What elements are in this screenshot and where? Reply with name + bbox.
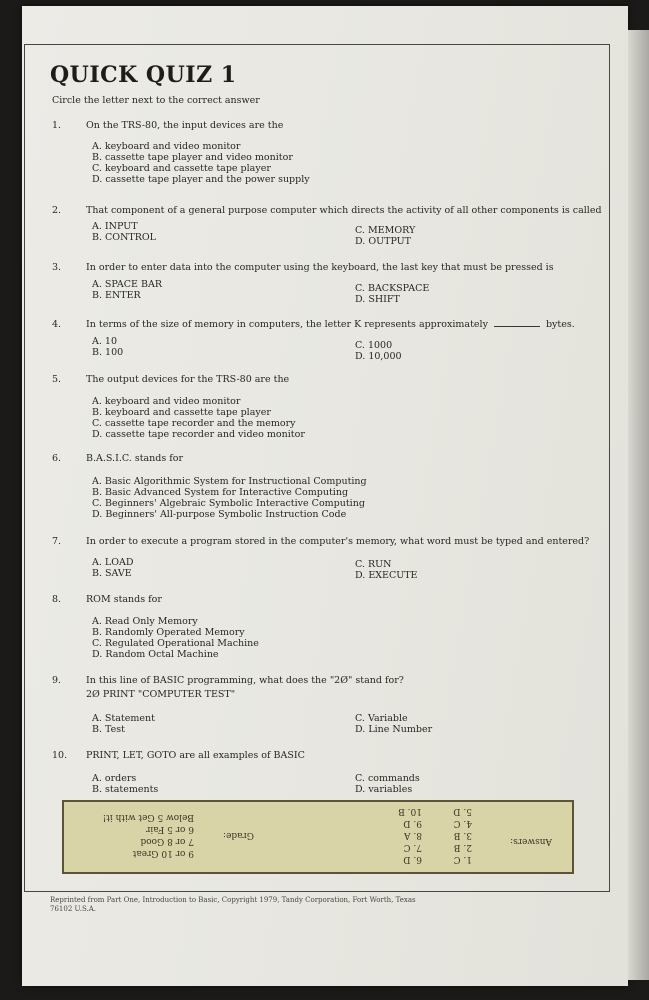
answer-item: 5. D <box>453 806 472 816</box>
option-3a[interactable]: A. SPACE BAR <box>92 279 163 290</box>
option-7d[interactable]: D. EXECUTE <box>355 570 418 581</box>
option-8d[interactable]: D. Random Octal Machine <box>92 649 219 660</box>
option-10a[interactable]: A. orders <box>92 773 137 784</box>
answer-item: 7. C <box>403 842 422 852</box>
option-3d[interactable]: D. SHIFT <box>355 294 400 305</box>
answer-key-inverted <box>64 802 572 872</box>
option-2d[interactable]: D. OUTPUT <box>355 236 412 247</box>
question-number: 9. <box>52 675 62 686</box>
question-number: 8. <box>52 594 62 605</box>
question-text: In terms of the size of memory in computers, the letter K represents approximately <box>86 319 488 330</box>
option-1b[interactable]: B. cassette tape player and video monitor <box>92 152 293 163</box>
question-text: In this line of BASIC programming, what does the "2Ø" stand for? <box>86 675 404 686</box>
question-text: ROM stands for <box>86 594 162 605</box>
option-1c[interactable]: C. keyboard and cassette tape player <box>92 163 271 174</box>
question-text: B.A.S.I.C. stands for <box>86 453 184 464</box>
answer-blank <box>494 326 540 327</box>
answer-item: 10. B <box>398 806 422 816</box>
answer-key-box <box>62 800 574 874</box>
option-10b[interactable]: B. statements <box>92 784 159 795</box>
question-6 <box>52 453 183 464</box>
option-3c[interactable]: C. BACKSPACE <box>355 283 430 294</box>
option-6a[interactable]: A. Basic Algorithmic System for Instructional Computing <box>92 476 367 487</box>
question-number: 6. <box>52 453 62 464</box>
option-9d[interactable]: D. Line Number <box>355 724 433 735</box>
option-9c[interactable]: C. Variable <box>355 713 408 724</box>
option-10d[interactable]: D. variables <box>355 784 413 795</box>
option-9a[interactable]: A. Statement <box>92 713 155 724</box>
option-8a[interactable]: A. Read Only Memory <box>92 616 198 627</box>
option-9b[interactable]: B. Test <box>92 724 125 735</box>
quiz-title: QUICK QUIZ 1 <box>50 62 237 88</box>
option-4c[interactable]: C. 1000 <box>355 340 393 351</box>
question-text: That component of a general purpose computer which directs the activity of all other components is called <box>86 205 602 216</box>
question-text: On the TRS-80, the input devices are the <box>86 120 284 131</box>
option-6d[interactable]: D. Beginners' All-purpose Symbolic Instruction Code <box>92 509 347 520</box>
answer-item: 3. B <box>453 830 472 840</box>
question-1 <box>52 120 283 131</box>
grade-item: 7 or 8 Good <box>140 836 194 846</box>
next-page-edge <box>628 30 649 980</box>
question-10 <box>52 750 305 761</box>
question-number: 3. <box>52 262 62 273</box>
question-number: 10. <box>52 750 68 761</box>
option-4a[interactable]: A. 10 <box>92 336 117 347</box>
answer-item: 6. D <box>403 854 422 864</box>
option-7b[interactable]: B. SAVE <box>92 568 132 579</box>
option-8b[interactable]: B. Randomly Operated Memory <box>92 627 245 638</box>
question-2 <box>52 205 602 216</box>
question-text: In order to enter data into the computer using the keyboard, the last key that must be pressed is <box>86 262 554 273</box>
option-8c[interactable]: C. Regulated Operational Machine <box>92 638 259 649</box>
question-text-after: bytes. <box>545 319 575 330</box>
question-text: In order to execute a program stored in the computer's memory, what word must be typed and entered? <box>86 536 590 547</box>
answer-item: 9. D <box>403 818 422 828</box>
answer-item: 2. B <box>453 842 472 852</box>
question-5 <box>52 374 289 385</box>
option-2b[interactable]: B. CONTROL <box>92 232 156 243</box>
answer-item: 1. C <box>453 854 472 864</box>
option-2c[interactable]: C. MEMORY <box>355 225 416 236</box>
answer-item: 4. C <box>453 818 472 828</box>
answers-label: Answers: <box>510 836 552 846</box>
question-number: 2. <box>52 205 62 216</box>
option-1d[interactable]: D. cassette tape player and the power supply <box>92 174 310 185</box>
question-7 <box>52 536 589 547</box>
question-number: 1. <box>52 120 62 131</box>
question-8 <box>52 594 162 605</box>
option-6b[interactable]: B. Basic Advanced System for Interactive Computing <box>92 487 349 498</box>
question-9 <box>52 675 404 686</box>
question-3 <box>52 262 554 273</box>
option-5c[interactable]: C. cassette tape recorder and the memory <box>92 418 296 429</box>
option-5b[interactable]: B. keyboard and cassette tape player <box>92 407 271 418</box>
option-7a[interactable]: A. LOAD <box>92 557 134 568</box>
copyright-footer: Reprinted from Part One, Introduction to Basic, Copyright 1979, Tandy Corporation, Fort Worth, Texas 76102 U.S.A. <box>50 896 416 913</box>
grade-label: Grade: <box>223 830 254 840</box>
option-4d[interactable]: D. 10,000 <box>355 351 402 362</box>
option-6c[interactable]: C. Beginners' Algebraic Symbolic Interactive Computing <box>92 498 365 509</box>
question-text: PRINT, LET, GOTO are all examples of BASIC <box>86 750 305 761</box>
basic-code-line: 2Ø PRINT "COMPUTER TEST" <box>86 689 236 700</box>
quiz-instructions: Circle the letter next to the correct answer <box>52 95 260 106</box>
option-4b[interactable]: B. 100 <box>92 347 124 358</box>
question-number: 4. <box>52 319 62 330</box>
option-1a[interactable]: A. keyboard and video monitor <box>92 141 241 152</box>
question-number: 5. <box>52 374 62 385</box>
option-5d[interactable]: D. cassette tape recorder and video monitor <box>92 429 305 440</box>
option-7c[interactable]: C. RUN <box>355 559 392 570</box>
option-3b[interactable]: B. ENTER <box>92 290 141 301</box>
option-10c[interactable]: C. commands <box>355 773 420 784</box>
grade-item: 6 or 5 Fair <box>146 824 194 834</box>
question-text: The output devices for the TRS-80 are the <box>86 374 290 385</box>
answer-item: 8. A <box>404 830 422 840</box>
question-4 <box>52 319 575 330</box>
question-number: 7. <box>52 536 62 547</box>
grade-item: Below 5 Get with it! <box>102 812 194 822</box>
grade-item: 9 or 10 Great <box>132 848 194 858</box>
option-5a[interactable]: A. keyboard and video monitor <box>92 396 241 407</box>
option-2a[interactable]: A. INPUT <box>92 221 138 232</box>
